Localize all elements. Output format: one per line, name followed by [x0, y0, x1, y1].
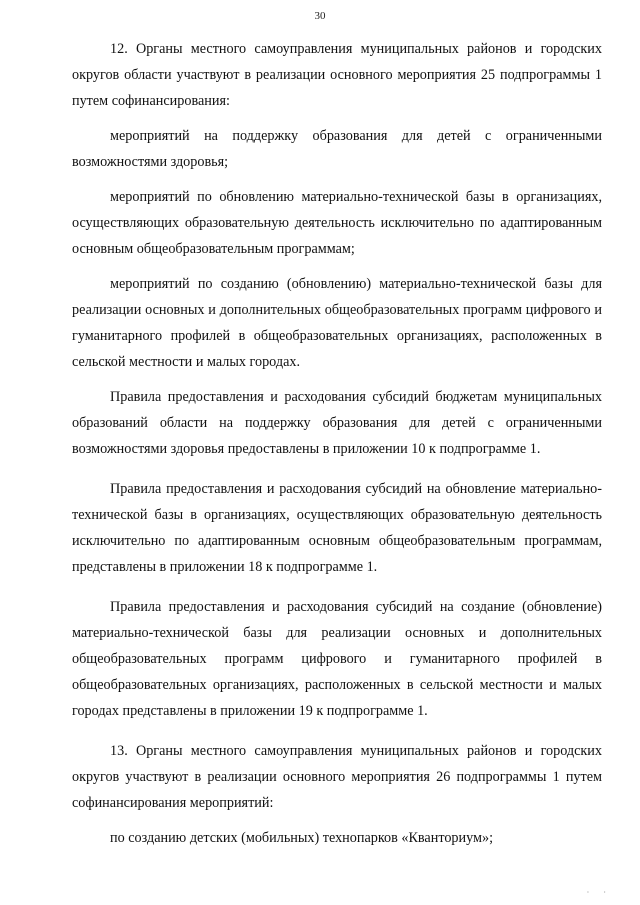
scan-mark-dot: ·	[603, 888, 612, 897]
paragraph-rules-appendix-10: Правила предоставления и расходования субсидий бюджетам муниципальных образований области на поддержку образования для детей с ограниченными возможностями здоровья предоставлены в приложении 10 к подпрограмме 1.	[72, 389, 602, 457]
paragraph-item-create-base: мероприятий по созданию (обновлению) материально-технической базы для реализации основных и дополнительных общеобразовательных программ цифрового и гуманитарного профилей в общеобразовательных организациях, расположенных в сельской местности и малых городах.	[72, 276, 602, 370]
page-number: 30	[314, 10, 326, 22]
paragraph-12: 12. Органы местного самоуправления муниципальных районов и городских округов области участвуют в реализации основного мероприятия 25 подпрограммы 1 путем софинансирования:	[72, 41, 602, 109]
paragraph-13: 13. Органы местного самоуправления муниципальных районов и городских округов участвуют в реализации основного мероприятия 26 подпрограммы 1 путем софинансирования мероприятий:	[72, 743, 602, 811]
scan-marks	[587, 888, 612, 897]
document-body	[72, 36, 602, 865]
paragraph-rules-appendix-19: Правила предоставления и расходования субсидий на создание (обновление) материально-технической базы для реализации основных и дополнительных общеобразовательных программ цифрового и гуманитарного профилей в общеобразовательных организациях, расположенных в сельской местности и малых городах представлены в приложении 19 к подпрограмме 1.	[72, 599, 602, 719]
paragraph-item-kvantorium: по созданию детских (мобильных) технопарков «Кванториум»;	[110, 830, 494, 846]
paragraph-item-support-education: мероприятий на поддержку образования для детей с ограниченными возможностями здоровья;	[72, 128, 602, 170]
paragraph-item-update-base: мероприятий по обновлению материально-технической базы в организациях, осуществляющих образовательную деятельность исключительно по адаптированным основным общеобразовательным программам;	[72, 189, 602, 257]
scan-mark-dot: ·	[586, 888, 596, 897]
paragraph-rules-appendix-18: Правила предоставления и расходования субсидий на обновление материально-технической базы в организациях, осуществляющих образовательную деятельность исключительно по адаптированным основным общеобразовательным программам, представлены в приложении 18 к подпрограмме 1.	[72, 481, 602, 575]
